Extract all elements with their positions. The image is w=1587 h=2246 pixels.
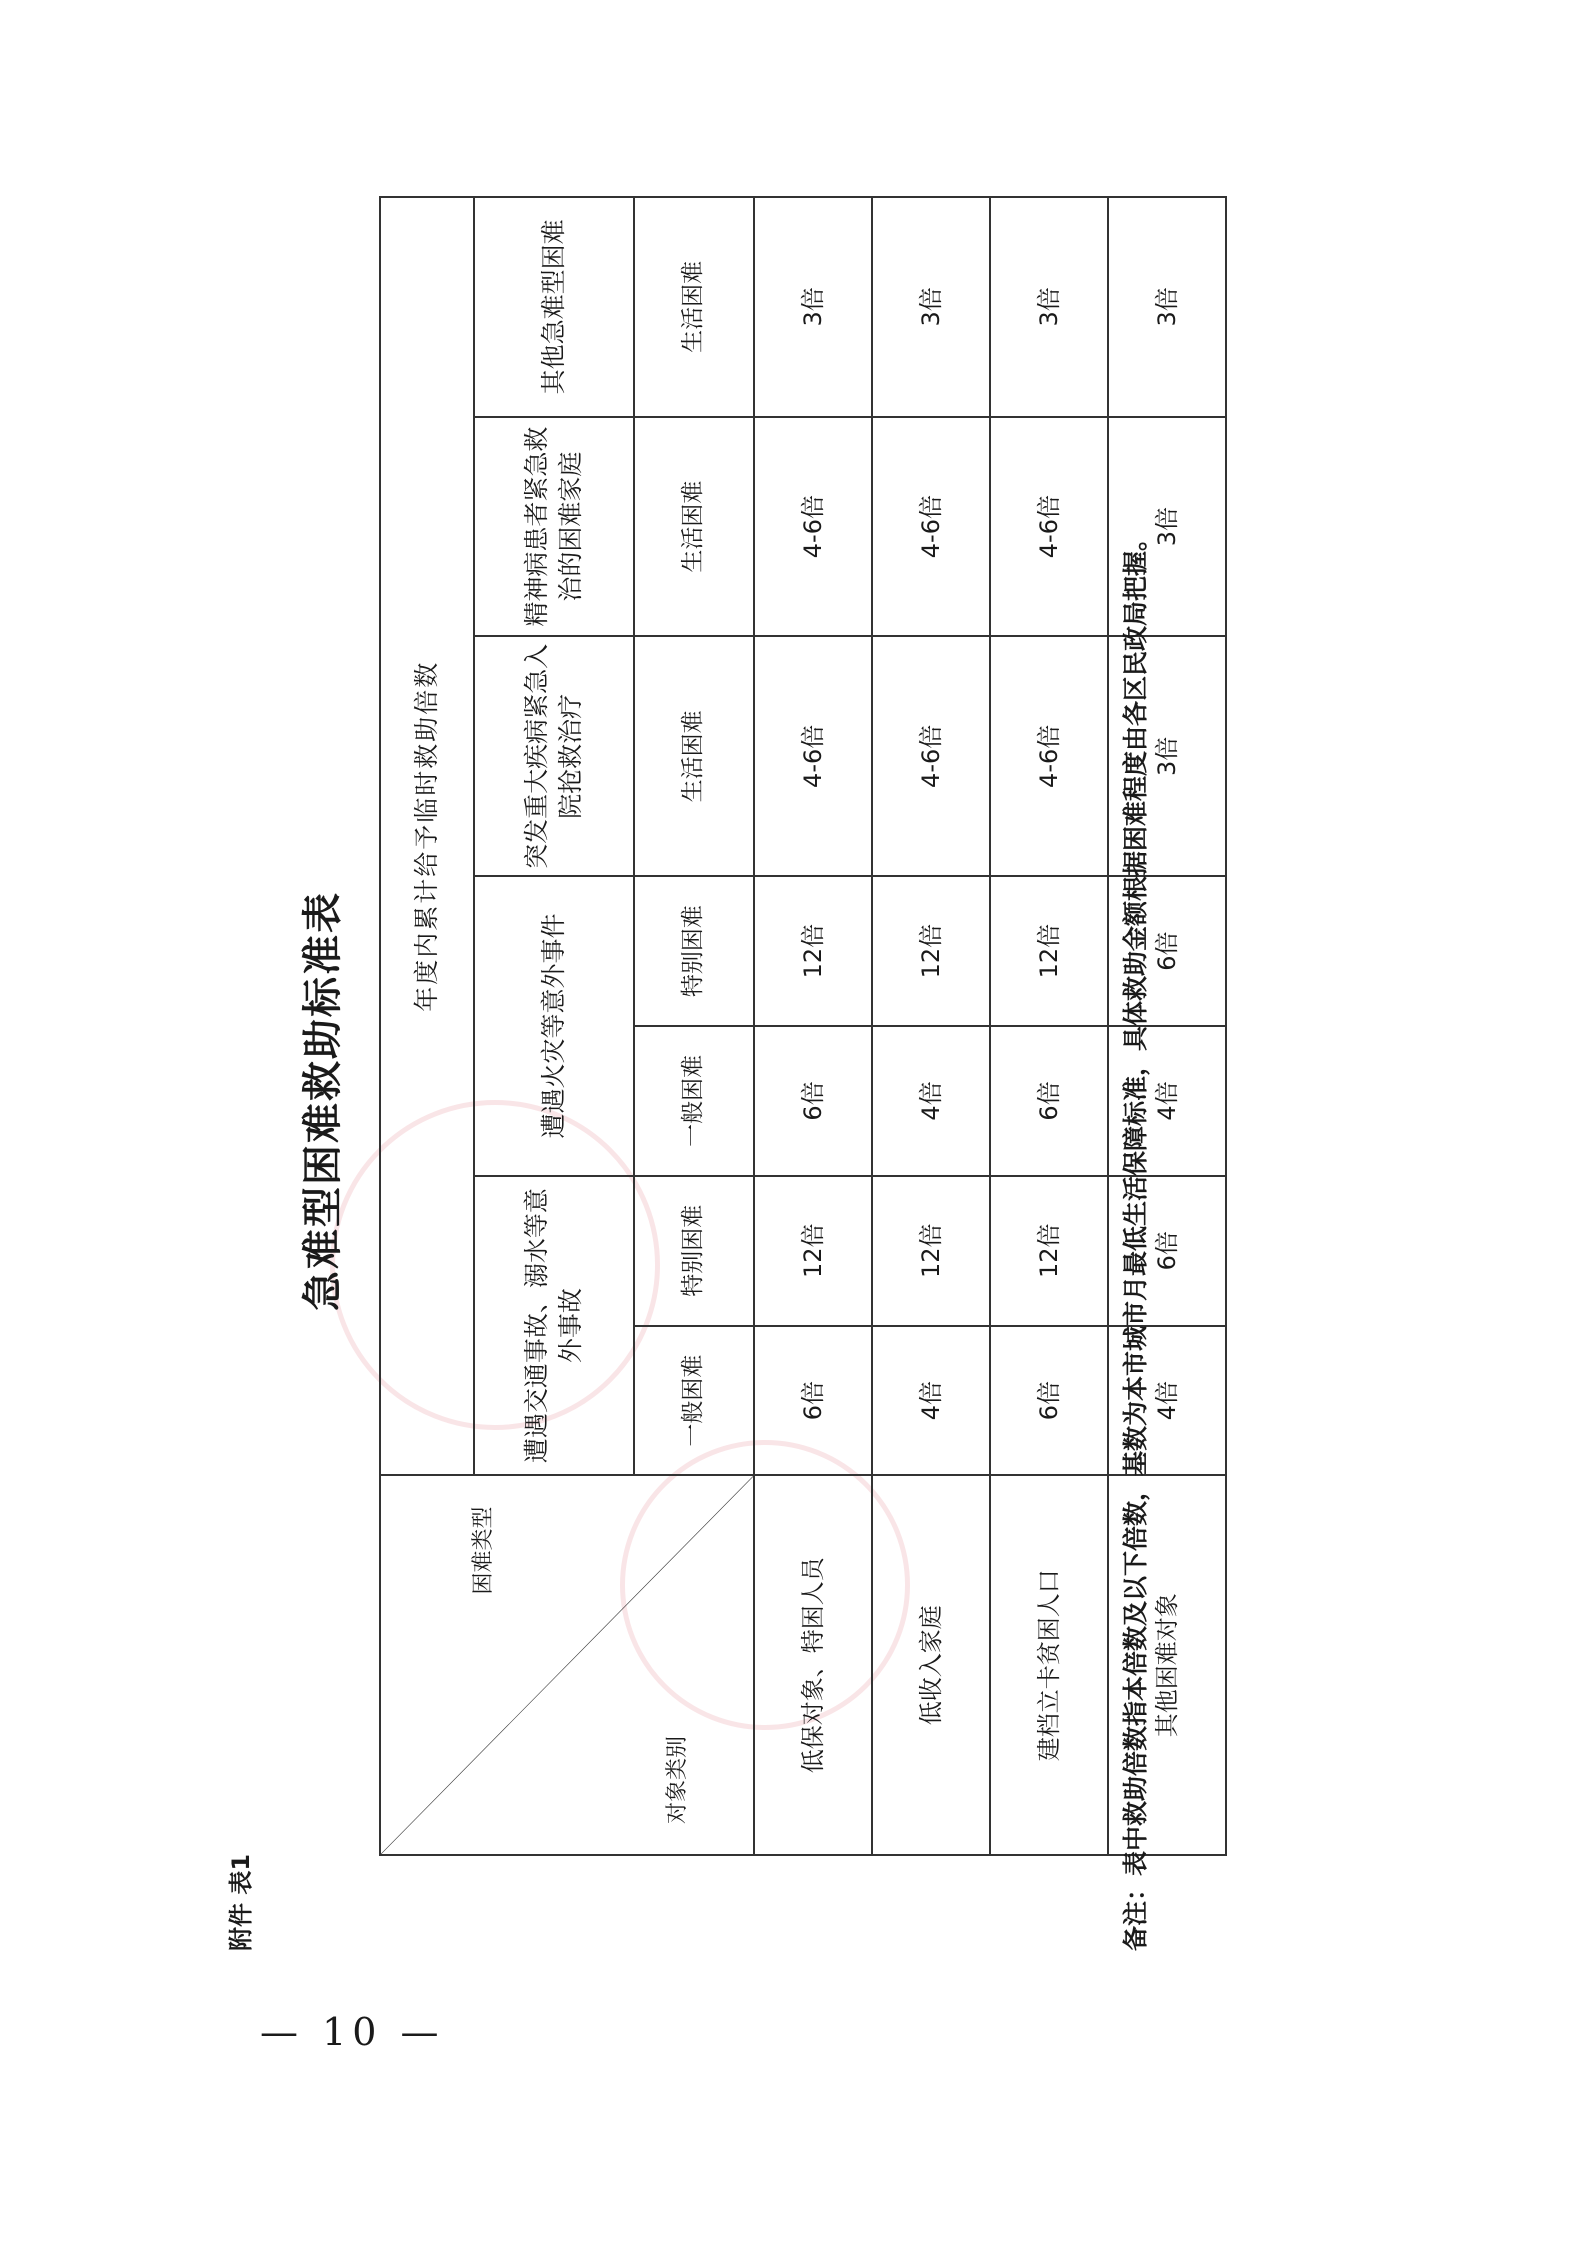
table-cell: 4-6倍 xyxy=(990,636,1108,876)
table-cell: 12倍 xyxy=(990,876,1108,1026)
subheader-cell: 生活困难 xyxy=(634,197,754,417)
rescue-standard-table xyxy=(379,196,1227,1856)
table-cell: 12倍 xyxy=(872,876,990,1026)
table-cell: 6倍 xyxy=(1108,1176,1226,1326)
table-cell: 6倍 xyxy=(754,1326,872,1476)
row-label: 低收入家庭 xyxy=(872,1475,990,1855)
table-cell: 12倍 xyxy=(990,1176,1108,1326)
subheader-cell: 一般困难 xyxy=(634,1326,754,1476)
subheader-cell: 生活困难 xyxy=(634,636,754,876)
category-header-illness: 突发重大疾病紧急入院抢救治疗 xyxy=(474,636,634,876)
difficulty-type-label: 困难类型 xyxy=(471,1506,496,1595)
table-cell: 12倍 xyxy=(754,876,872,1026)
subheader-cell: 生活困难 xyxy=(634,417,754,637)
attachment-label: 附件 表1 xyxy=(227,1853,255,1951)
row-label: 低保对象、特困人员 xyxy=(754,1475,872,1855)
table-cell: 4-6倍 xyxy=(990,417,1108,637)
row-label: 其他困难对象 xyxy=(1108,1475,1226,1855)
table-cell: 6倍 xyxy=(990,1326,1108,1476)
table-cell: 4倍 xyxy=(1108,1326,1226,1476)
table-cell: 12倍 xyxy=(872,1176,990,1326)
rotated-content xyxy=(221,219,1221,1951)
footnote: 备注：表中救助倍数指本倍数及以下倍数，基数为本市城市月最低生活保障标准，具体救助金额根据困难程度由各区民政局把握。 xyxy=(1121,525,1150,1951)
category-header-mental: 精神病患者紧急救治的困难家庭 xyxy=(474,417,634,637)
category-header-other: 其他急难型困难 xyxy=(474,197,634,417)
table-cell: 6倍 xyxy=(1108,876,1226,1026)
table-cell: 3倍 xyxy=(1108,636,1226,876)
table-row xyxy=(872,197,990,1855)
table-row xyxy=(990,197,1108,1855)
table-cell: 3倍 xyxy=(1108,197,1226,417)
table-cell: 3倍 xyxy=(754,197,872,417)
page-number: — 10 — xyxy=(260,2010,445,2054)
subheader-cell: 特别困难 xyxy=(634,876,754,1026)
subheader-cell: 特别困难 xyxy=(634,1176,754,1326)
table-cell: 3倍 xyxy=(1108,417,1226,637)
table-cell: 4倍 xyxy=(872,1326,990,1476)
group-header: 年度内累计给予临时救助倍数 xyxy=(380,197,474,1475)
table-cell: 12倍 xyxy=(754,1176,872,1326)
category-header-fire: 遭遇火灾等意外事件 xyxy=(474,876,634,1176)
category-header-traffic: 遭遇交通事故、溺水等意外事故 xyxy=(474,1176,634,1476)
table-cell: 3倍 xyxy=(872,197,990,417)
table-cell: 6倍 xyxy=(754,1026,872,1176)
table-cell: 3倍 xyxy=(990,197,1108,417)
table-row xyxy=(754,197,872,1855)
document-title: 急难型困难救助标准表 xyxy=(300,891,346,1311)
table-cell: 4倍 xyxy=(1108,1026,1226,1176)
row-label: 建档立卡贫困人口 xyxy=(990,1475,1108,1855)
table-cell: 4倍 xyxy=(872,1026,990,1176)
diagonal-header-cell xyxy=(380,1475,754,1855)
table-cell: 4-6倍 xyxy=(754,417,872,637)
recipient-category-label: 对象类别 xyxy=(665,1735,691,1824)
subheader-cell: 一般困难 xyxy=(634,1026,754,1176)
table-cell: 6倍 xyxy=(990,1026,1108,1176)
table-cell: 4-6倍 xyxy=(872,636,990,876)
table-cell: 4-6倍 xyxy=(754,636,872,876)
table-cell: 4-6倍 xyxy=(872,417,990,637)
diagonal-line xyxy=(381,1476,753,1854)
